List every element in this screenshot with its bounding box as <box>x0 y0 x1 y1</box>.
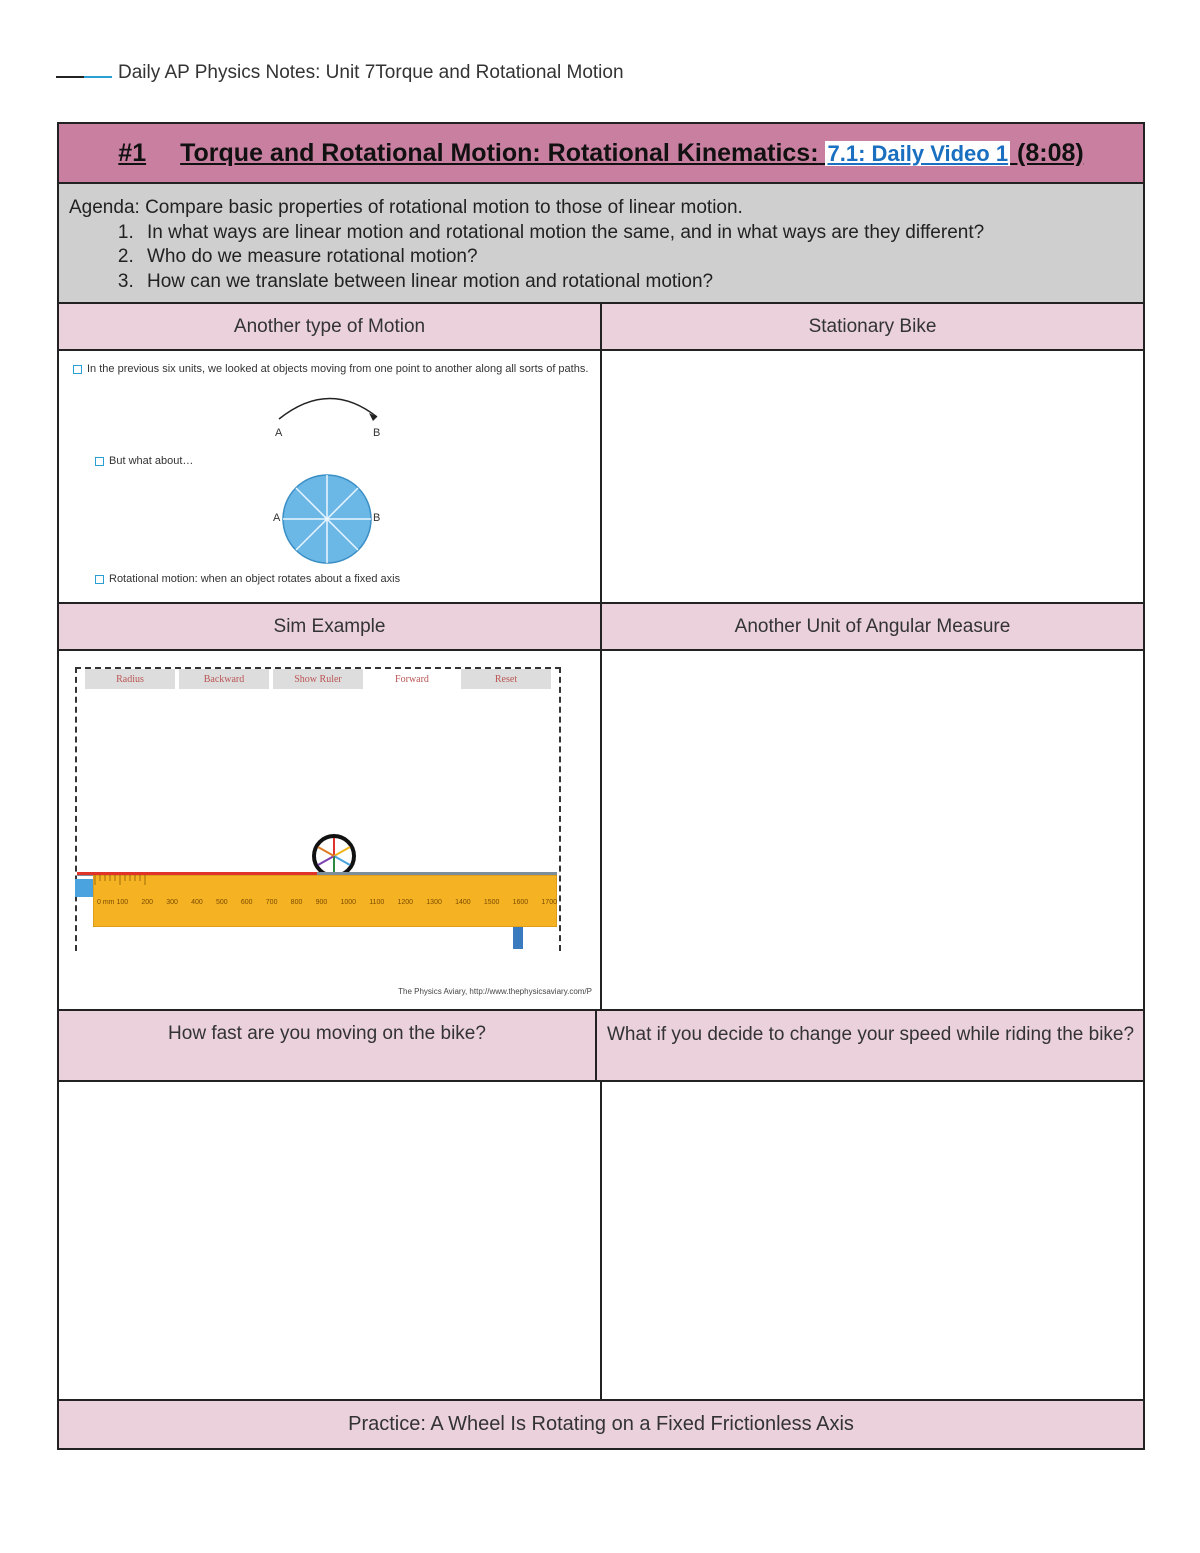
agenda-section <box>59 184 1143 304</box>
arc-path <box>279 398 377 419</box>
agenda-list <box>69 221 984 295</box>
agenda-item: 1. In what ways are linear motion and rotational motion the same, and in what ways are they different? <box>139 221 984 246</box>
title-row <box>59 124 1143 184</box>
daily-video-link[interactable]: 7.1: Daily Video 1 <box>827 140 1009 166</box>
point-a-label: A <box>275 427 283 439</box>
label-row-1 <box>59 304 1143 351</box>
sim-frame <box>75 667 561 951</box>
page-header <box>56 62 624 84</box>
content-row-1 <box>59 351 1143 604</box>
bullet-icon <box>95 575 104 584</box>
angular-measure-notes[interactable] <box>600 651 1143 1009</box>
title-text: Torque and Rotational Motion: Rotational Kinematics: <box>180 138 819 167</box>
show-ruler-button[interactable]: Show Ruler <box>273 669 363 689</box>
wheel-point-a-label: A <box>273 512 281 524</box>
sim-credit: The Physics Aviary, http://www.thephysicsaviary.com/P <box>398 987 592 996</box>
label-row-2 <box>59 604 1143 651</box>
header-text: Daily AP Physics Notes: Unit 7Torque and Rotational Motion <box>118 62 624 83</box>
sim-example-image <box>59 651 600 1009</box>
change-speed-notes[interactable] <box>600 1082 1143 1399</box>
another-type-label: Another type of Motion <box>233 315 426 337</box>
stationary-bike-notes[interactable] <box>600 351 1143 602</box>
page-title <box>118 139 1083 168</box>
notes-table <box>57 122 1145 1450</box>
video-duration: (8:08) <box>1017 138 1084 167</box>
change-speed-label: What if you decide to change your speed while riding the bike? <box>595 1011 1143 1080</box>
sim-example-label: Sim Example <box>273 615 386 637</box>
reset-button[interactable]: Reset <box>461 669 551 689</box>
lesson-number: #1 <box>118 138 147 167</box>
ruler-tick-labels: 0 mm 100 200 300 400 500 600 700 800 900 1000 1100 1200 1300 1400 1500 1600 1700 <box>97 899 557 906</box>
content-row-3 <box>59 1082 1143 1401</box>
sim-left-stand <box>75 879 93 897</box>
practice-label: Practice: A Wheel Is Rotating on a Fixed Frictionless Axis <box>348 1413 854 1435</box>
content-row-2 <box>59 651 1143 1011</box>
slide-line-1: In the previous six units, we looked at objects moving from one point to another along all sorts of paths. <box>73 363 588 375</box>
how-fast-notes[interactable] <box>59 1082 600 1399</box>
agenda-intro: Agenda: Compare basic properties of rotational motion to those of linear motion. <box>69 197 743 218</box>
wheel-point-b-label: B <box>373 512 381 524</box>
label-row-3 <box>59 1011 1143 1082</box>
rotating-wheel-diagram <box>281 473 373 565</box>
point-b-label: B <box>373 427 381 439</box>
agenda-item: 2. Who do we measure rotational motion? <box>139 245 984 270</box>
sim-right-stand <box>513 925 523 949</box>
agenda-item: 3. How can we translate between linear motion and rotational motion? <box>139 270 984 295</box>
practice-row <box>59 1401 1143 1448</box>
bullet-icon <box>95 457 104 466</box>
wheel-spokes <box>283 475 371 563</box>
backward-button[interactable]: Backward <box>179 669 269 689</box>
stationary-bike-label: Stationary Bike <box>600 304 1143 349</box>
angular-measure-label: Another Unit of Angular Measure <box>600 604 1143 649</box>
how-fast-label: How fast are you moving on the bike? <box>168 1023 486 1044</box>
radius-button[interactable]: Radius <box>85 669 175 689</box>
bullet-icon <box>73 365 82 374</box>
motion-slide <box>59 351 600 602</box>
slide-line-3: Rotational motion: when an object rotates about a fixed axis <box>95 573 400 585</box>
forward-button[interactable]: Forward <box>367 669 457 689</box>
name-blank <box>56 76 112 78</box>
slide-line-2: But what about… <box>95 455 193 467</box>
